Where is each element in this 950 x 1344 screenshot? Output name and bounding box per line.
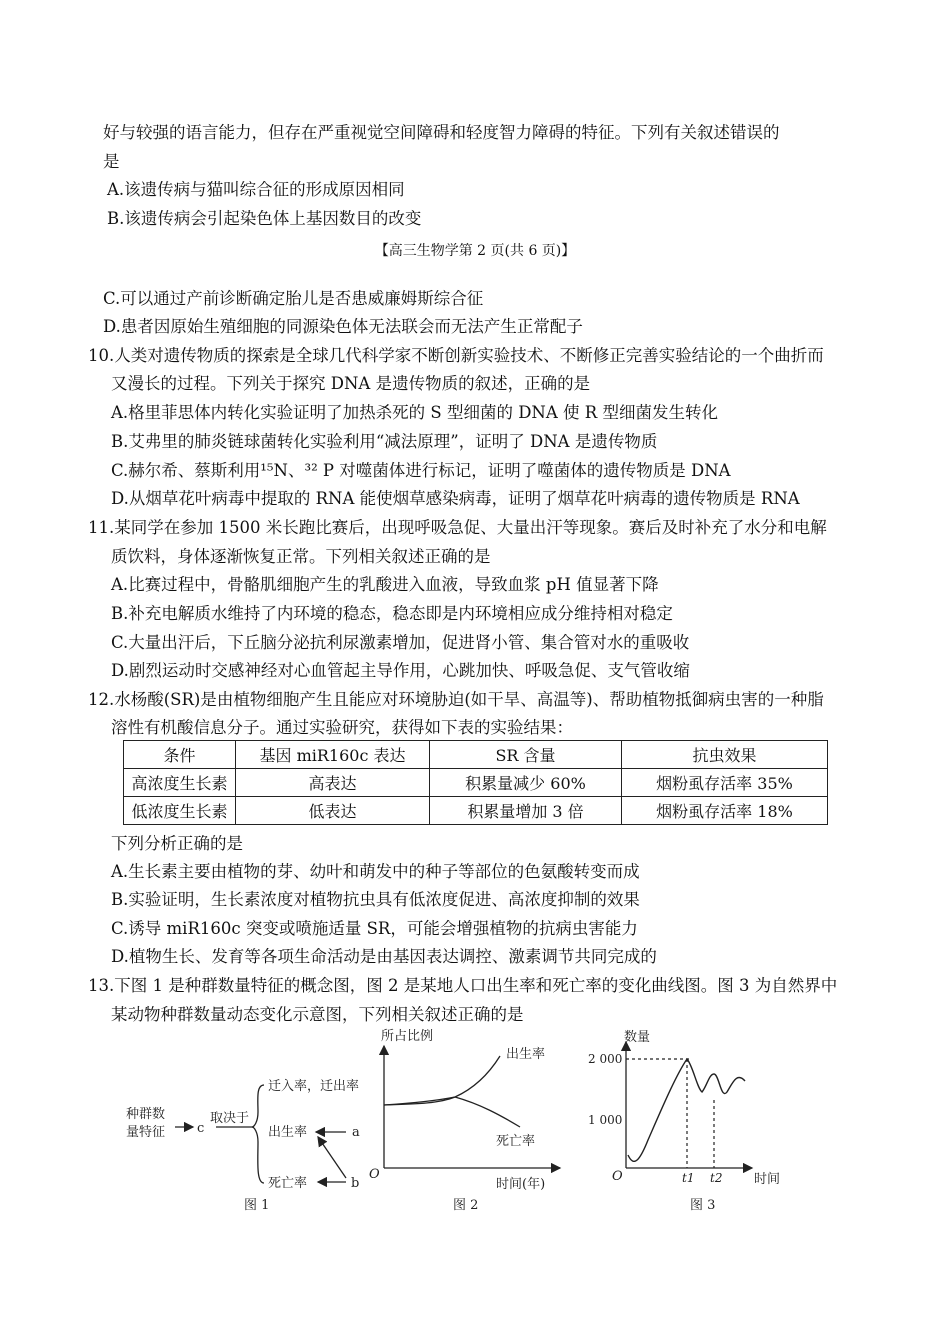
fig3-ylabel: 数量: [624, 1030, 651, 1045]
fig1-decide: 取决于: [210, 1111, 250, 1126]
fig3-t1: t1: [682, 1171, 695, 1185]
table-header-cell: SR 含量: [430, 741, 622, 769]
figure-2-birth-death-chart: [369, 1028, 560, 1213]
fig1-brace: [252, 1085, 264, 1183]
q10-stem-line2: 又漫长的过程。下列关于探究 DNA 是遗传物质的叙述，正确的是: [111, 374, 591, 393]
fig2-origin: O: [369, 1167, 380, 1182]
fig2-birth-curve: [384, 1056, 500, 1105]
q9-option-b: B.该遗传病会引起染色体上基因数目的改变: [107, 209, 422, 228]
fig2-xlabel: 时间(年): [496, 1177, 546, 1192]
fig3-t2: t2: [710, 1171, 723, 1185]
table-cell: 烟粉虱存活率 35%: [622, 769, 828, 797]
table-cell: 高表达: [236, 769, 430, 797]
table-header-cell: 条件: [124, 741, 236, 769]
q9-stem-line1: 好与较强的语言能力，但存在严重视觉空间障碍和轻度智力障碍的特征。下列有关叙述错误的: [103, 123, 780, 142]
q11-option-d: D.剧烈运动时交感神经对心血管起主导作用，心跳加快、呼吸急促、支气管收缩: [111, 661, 690, 680]
q9-stem-line2: 是: [103, 152, 120, 171]
table-cell: 低浓度生长素: [124, 797, 236, 825]
table-header-cell: 基因 miR160c 表达: [236, 741, 430, 769]
q9-option-a: A.该遗传病与猫叫综合征的形成原因相同: [107, 180, 405, 199]
q10-option-c: C.赫尔希、蔡斯利用¹⁵N、³² P 对噬菌体进行标记，证明了噬菌体的遗传物质是 DNA: [111, 461, 731, 480]
figure-3-population-chart: [588, 1029, 780, 1213]
fig1-arrow-b1: [318, 1137, 346, 1178]
fig2-death-curve: [384, 1097, 520, 1127]
q12-option-b: B.实验证明，生长素浓度对植物抗虫具有低浓度促进、高浓度抑制的效果: [111, 890, 640, 909]
page-footer: 【高三生物学第 2 页(共 6 页)】: [374, 243, 576, 259]
q12-option-c: C.诱导 miR160c 突变或喷施适量 SR，可能会增强植物的抗病虫害能力: [111, 919, 638, 938]
table-header-cell: 抗虫效果: [622, 741, 828, 769]
fig2-caption: 图 2: [453, 1198, 479, 1213]
q12-stem-line2: 溶性有机酸信息分子。通过实验研究，获得如下表的实验结果：: [111, 718, 573, 737]
q12-stem-line1: 12.水杨酸(SR)是由植物细胞产生且能应对环境胁迫(如干旱、高温等)、帮助植物抵御病虫害的一种脂: [88, 690, 824, 709]
q10-stem-line1: 10.人类对遗传物质的探索是全球几代科学家不断创新实验技术、不断修正完善实验结论的一个曲折而: [88, 346, 824, 365]
fig1-a: a: [352, 1125, 360, 1140]
table-cell: 积累量增加 3 倍: [430, 797, 622, 825]
fig1-label-top: 种群数: [126, 1107, 166, 1122]
fig3-xlabel: 时间: [754, 1172, 781, 1187]
table-cell: 高浓度生长素: [124, 769, 236, 797]
fig1-item1: 迁入率，迁出率: [268, 1079, 360, 1094]
figure-1-concept-map: [126, 1078, 360, 1213]
table-cell: 低表达: [236, 797, 430, 825]
table-cell: 烟粉虱存活率 18%: [622, 797, 828, 825]
q9-option-c: C.可以通过产前诊断确定胎儿是否患威廉姆斯综合征: [103, 289, 484, 308]
fig1-caption: 图 1: [244, 1198, 270, 1213]
q10-option-d: D.从烟草花叶病毒中提取的 RNA 能使烟草感染病毒，证明了烟草花叶病毒的遗传物质是 RNA: [111, 489, 800, 508]
q12-option-a: A.生长素主要由植物的芽、幼叶和萌发中的种子等部位的色氨酸转变而成: [111, 862, 640, 881]
q12-option-d: D.植物生长、发育等各项生命活动是由基因表达调控、激素调节共同完成的: [111, 947, 657, 966]
fig2-ylabel: 所占比例: [381, 1029, 434, 1044]
q11-stem-line1: 11.某同学在参加 1500 米长跑比赛后，出现呼吸急促、大量出汗等现象。赛后及时补充了水分和电解: [88, 518, 827, 537]
q11-option-a: A.比赛过程中，骨骼肌细胞产生的乳酸进入血液，导致血浆 pH 值显著下降: [111, 575, 659, 594]
fig2-birth-label: 出生率: [506, 1047, 546, 1062]
fig1-item2: 出生率: [268, 1125, 308, 1140]
fig3-caption: 图 3: [690, 1198, 716, 1213]
table-cell: 积累量减少 60%: [430, 769, 622, 797]
q10-option-a: A.格里菲思体内转化实验证明了加热杀死的 S 型细菌的 DNA 使 R 型细菌发生转化: [111, 403, 718, 422]
q9-option-d: D.患者因原始生殖细胞的同源染色体无法联会而无法产生正常配子: [103, 317, 583, 336]
fig3-origin: O: [612, 1169, 623, 1184]
q13-stem-line2: 某动物种群数量动态变化示意图，下列相关叙述正确的是: [111, 1005, 524, 1024]
q11-stem-line2: 质饮料，身体逐渐恢复正常。下列相关叙述正确的是: [111, 547, 491, 566]
fig2-death-label: 死亡率: [496, 1134, 536, 1149]
fig3-y2000: 2 000: [588, 1052, 623, 1066]
q12-question: 下列分析正确的是: [111, 834, 243, 853]
q10-option-b: B.艾弗里的肺炎链球菌转化实验利用“减法原理”，证明了 DNA 是遗传物质: [111, 432, 658, 451]
fig1-b: b: [351, 1176, 360, 1191]
fig1-label-bottom: 量特征: [126, 1125, 166, 1140]
q13-stem-line1: 13.下图 1 是种群数量特征的概念图，图 2 是某地人口出生率和死亡率的变化曲线图。图 3 为自然界中: [88, 976, 838, 995]
fig1-item3: 死亡率: [268, 1176, 308, 1191]
fig1-c: c: [197, 1121, 205, 1136]
q11-option-b: B.补充电解质水维持了内环境的稳态，稳态即是内环境相应成分维持相对稳定: [111, 604, 673, 623]
fig3-y1000: 1 000: [588, 1113, 623, 1127]
q11-option-c: C.大量出汗后，下丘脑分泌抗利尿激素增加，促进肾小管、集合管对水的重吸收: [111, 633, 690, 652]
